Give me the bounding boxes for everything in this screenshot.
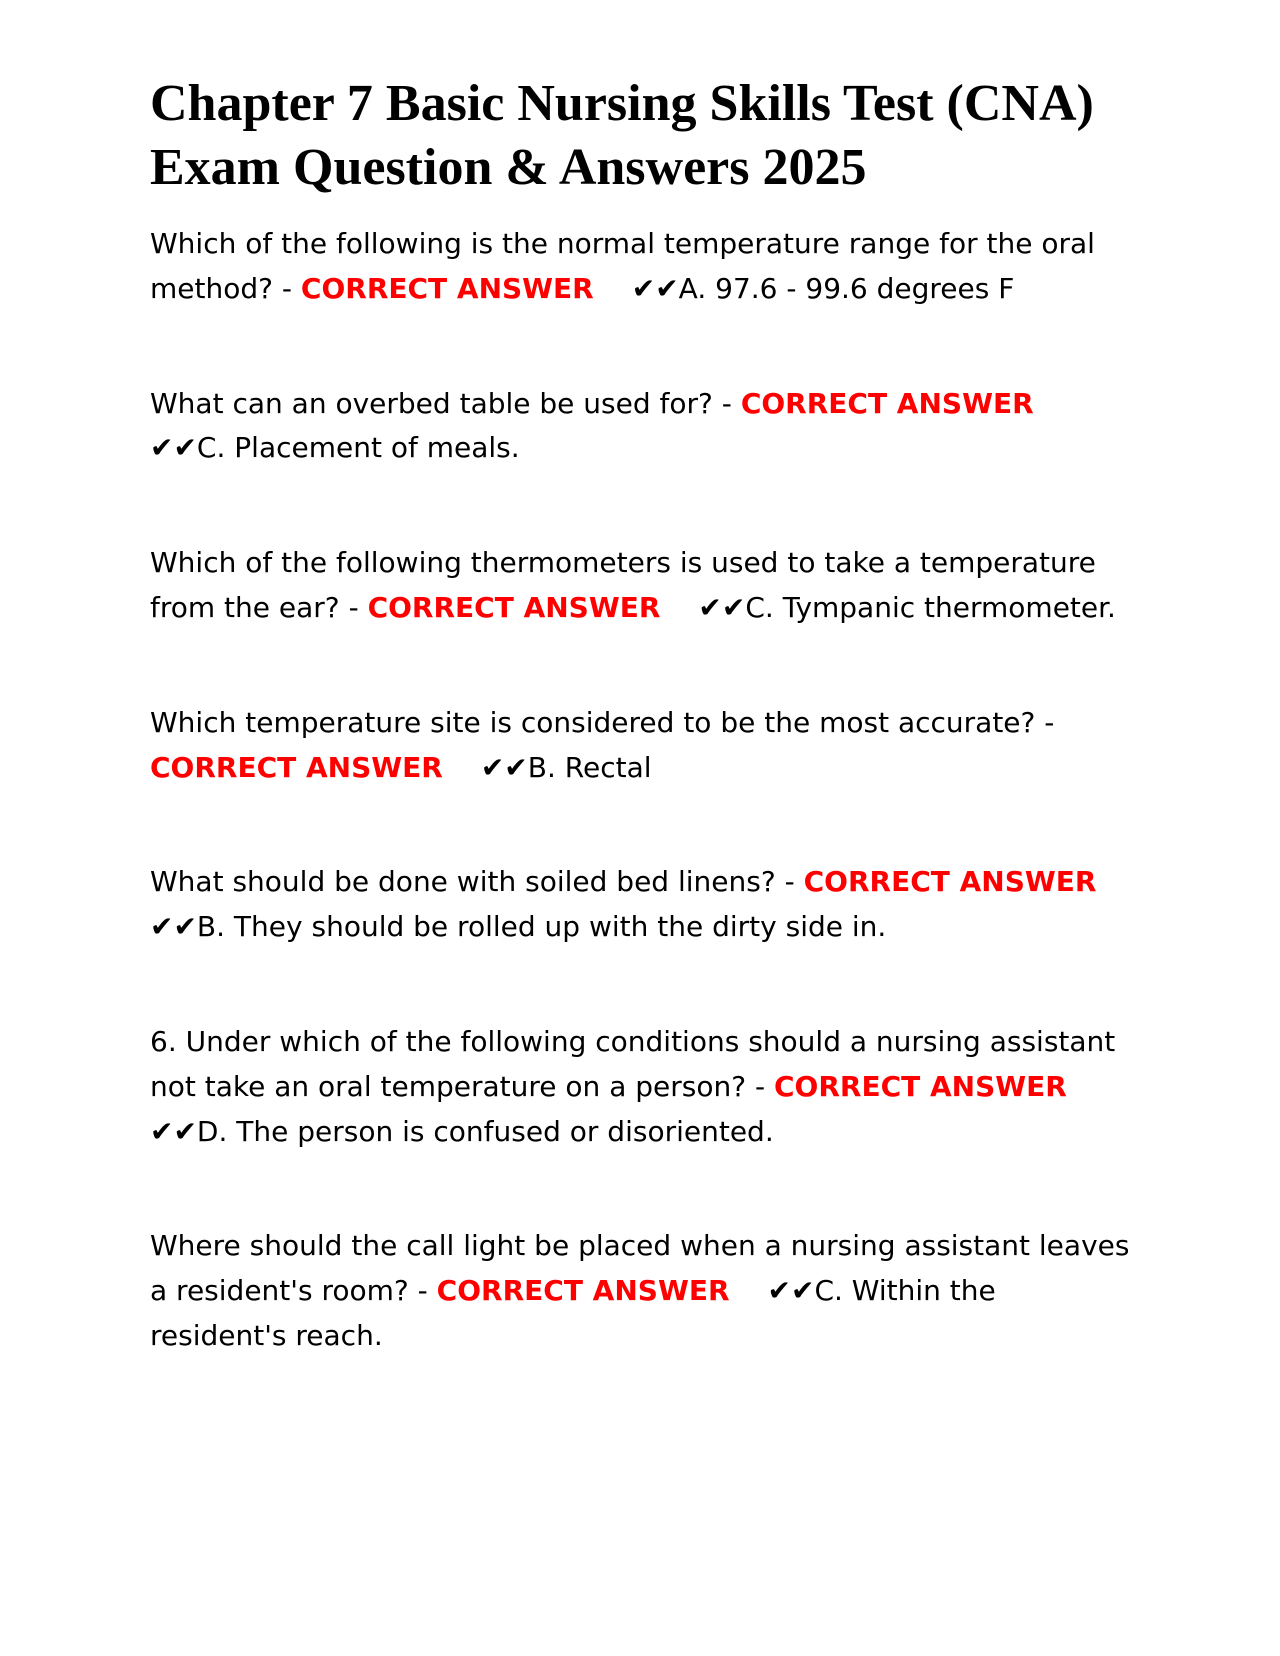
correct-answer-label: CORRECT ANSWER	[774, 1069, 1067, 1103]
qa-item	[150, 222, 1140, 312]
correct-answer-label: CORRECT ANSWER	[803, 865, 1097, 899]
document-page	[150, 72, 1140, 1359]
question-text: Where should the call light be placed when a nursing assistant leaves a resident's room? -	[150, 1229, 1130, 1308]
check-icon: ✔✔	[698, 590, 746, 624]
correct-answer-label: CORRECT ANSWER	[740, 386, 1034, 420]
correct-answer-label: CORRECT ANSWER	[300, 271, 594, 305]
qa-item	[150, 541, 1140, 631]
qa-item	[150, 382, 1140, 472]
answer-text: C. Within the resident's reach.	[150, 1274, 996, 1352]
answer-text: B. Rectal	[527, 750, 652, 784]
question-text: What should be done with soiled bed linens? -	[150, 865, 804, 899]
question-text: What can an overbed table be used for? -	[150, 386, 741, 420]
question-text: Which of the following thermometers is used to take a temperature from the ear? -	[150, 546, 1096, 624]
correct-answer-label: CORRECT ANSWER	[367, 590, 661, 624]
answer-text: D. The person is confused or disoriented.	[196, 1114, 774, 1148]
question-text: 6. Under which of the following conditions should a nursing assistant not take an oral temperature on a person? -	[150, 1024, 1116, 1103]
check-icon: ✔✔	[767, 1274, 815, 1308]
answer-text: A. 97.6 - 99.6 degrees F	[678, 271, 1015, 305]
correct-answer-label: CORRECT ANSWER	[150, 750, 443, 784]
answer-text: C. Tympanic thermometer.	[745, 590, 1116, 624]
qa-item	[150, 1020, 1140, 1154]
check-icon: ✔✔	[480, 750, 528, 784]
page-title: Chapter 7 Basic Nursing Skills Test (CNA) Exam Question & Answers 2025	[150, 75, 1094, 196]
qa-item	[150, 1224, 1140, 1358]
check-icon: ✔✔	[150, 1114, 197, 1148]
check-icon: ✔✔	[150, 431, 197, 465]
qa-item	[150, 860, 1140, 950]
question-text: Which of the following is the normal temperature range for the oral method? -	[150, 227, 1095, 305]
question-text: Which temperature site is considered to be the most accurate? -	[150, 705, 1055, 739]
answer-text: B. They should be rolled up with the dirty side in.	[196, 910, 887, 944]
check-icon: ✔✔	[631, 271, 679, 305]
answer-text: C. Placement of meals.	[196, 431, 520, 465]
qa-item	[150, 701, 1140, 791]
check-icon: ✔✔	[150, 910, 197, 944]
correct-answer-label: CORRECT ANSWER	[436, 1274, 730, 1308]
